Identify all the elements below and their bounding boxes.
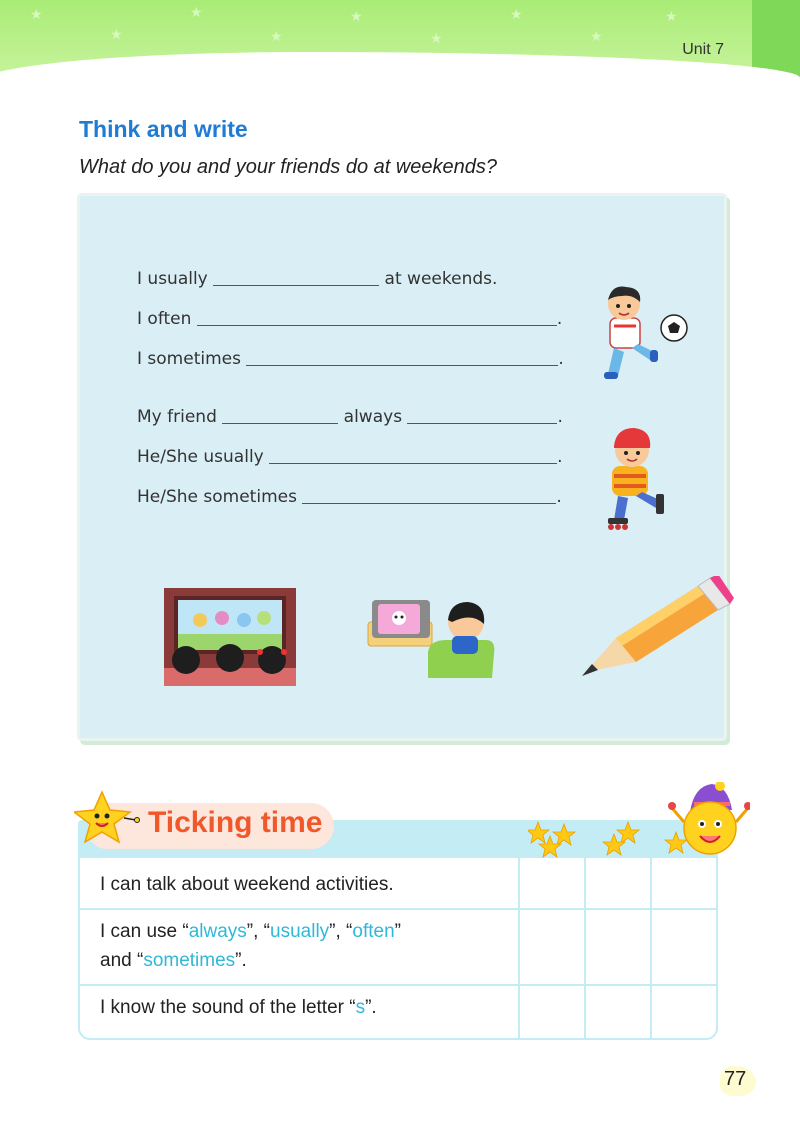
star-icon: ★ bbox=[110, 27, 123, 43]
highlight-word: often bbox=[352, 921, 395, 942]
row-text-part: ”. bbox=[365, 997, 377, 1018]
top-banner bbox=[0, 0, 800, 80]
sentence-text: He/She usually bbox=[137, 447, 270, 467]
sentence-text: I sometimes bbox=[137, 349, 247, 369]
star-icon: ★ bbox=[665, 9, 678, 25]
answer-blank[interactable] bbox=[407, 406, 557, 424]
answer-blank[interactable] bbox=[302, 486, 556, 504]
star-icon: ★ bbox=[190, 5, 203, 21]
sentence-text: I usually bbox=[137, 269, 214, 289]
pencil-icon bbox=[578, 576, 734, 678]
star-icon: ★ bbox=[430, 31, 443, 47]
row-text-part: and “ bbox=[100, 950, 144, 971]
row-text-part: ”. bbox=[235, 950, 247, 971]
three-stars-icon bbox=[528, 820, 578, 860]
answer-blank[interactable] bbox=[213, 268, 379, 286]
row-text-part: I can use “ bbox=[100, 921, 189, 942]
table-row-1-text: I can talk about weekend activities. bbox=[100, 874, 394, 895]
section-question: What do you and your friends do at weekends? bbox=[79, 156, 498, 178]
cinema-illustration bbox=[164, 588, 296, 686]
sentence-line-1 bbox=[137, 268, 497, 289]
sentence-line-2 bbox=[137, 308, 562, 329]
answer-blank[interactable] bbox=[222, 406, 338, 424]
row-text-part: ” bbox=[394, 921, 401, 942]
sentence-line-4 bbox=[137, 406, 563, 427]
sentence-text: . bbox=[557, 447, 563, 467]
sentence-text: . bbox=[557, 407, 563, 427]
table-row-3-text bbox=[100, 993, 377, 1022]
boy-football-illustration bbox=[592, 284, 692, 384]
answer-blank[interactable] bbox=[246, 348, 558, 366]
two-stars-icon bbox=[602, 820, 642, 860]
mascot-character-icon bbox=[668, 782, 750, 862]
star-icon: ★ bbox=[270, 29, 283, 45]
star-icon: ★ bbox=[590, 29, 603, 45]
highlight-letter: s bbox=[355, 997, 366, 1018]
boy-watching-tv-illustration bbox=[362, 596, 496, 680]
answer-blank[interactable] bbox=[269, 446, 557, 464]
row-text-part: ”, “ bbox=[246, 921, 271, 942]
boy-skating-illustration bbox=[600, 424, 680, 534]
sentence-text: at weekends. bbox=[379, 269, 498, 289]
table-row-2-text bbox=[100, 917, 401, 975]
highlight-word: usually bbox=[270, 921, 330, 942]
ticking-title: Ticking time bbox=[148, 806, 323, 839]
unit-label: Unit 7 bbox=[682, 41, 724, 58]
row-text-part: ”, “ bbox=[329, 921, 353, 942]
highlight-word: always bbox=[188, 921, 247, 942]
star-character-icon bbox=[74, 790, 140, 846]
star-icon: ★ bbox=[30, 7, 43, 23]
table-row-divider bbox=[80, 984, 716, 986]
row-text-part: I know the sound of the letter “ bbox=[100, 997, 356, 1018]
sentence-line-3 bbox=[137, 348, 564, 369]
sentence-text: . bbox=[558, 349, 564, 369]
table-column-divider bbox=[518, 820, 520, 1038]
sentence-text: . bbox=[556, 487, 562, 507]
section-title: Think and write bbox=[79, 116, 248, 142]
table-column-divider bbox=[584, 820, 586, 1038]
star-icon: ★ bbox=[350, 9, 363, 25]
highlight-word: sometimes bbox=[143, 950, 236, 971]
star-icon: ★ bbox=[510, 7, 523, 23]
table-row-divider bbox=[80, 908, 716, 910]
page-number: 77 bbox=[724, 1068, 747, 1090]
sentence-text: I often bbox=[137, 309, 197, 329]
sentence-line-6 bbox=[137, 486, 562, 507]
sentence-text: My friend bbox=[137, 407, 223, 427]
sentence-line-5 bbox=[137, 446, 563, 467]
answer-blank[interactable] bbox=[197, 308, 557, 326]
sentence-text: He/She sometimes bbox=[137, 487, 303, 507]
table-column-divider bbox=[650, 820, 652, 1038]
sentence-text: . bbox=[556, 309, 563, 329]
sentence-text: always bbox=[338, 407, 408, 427]
